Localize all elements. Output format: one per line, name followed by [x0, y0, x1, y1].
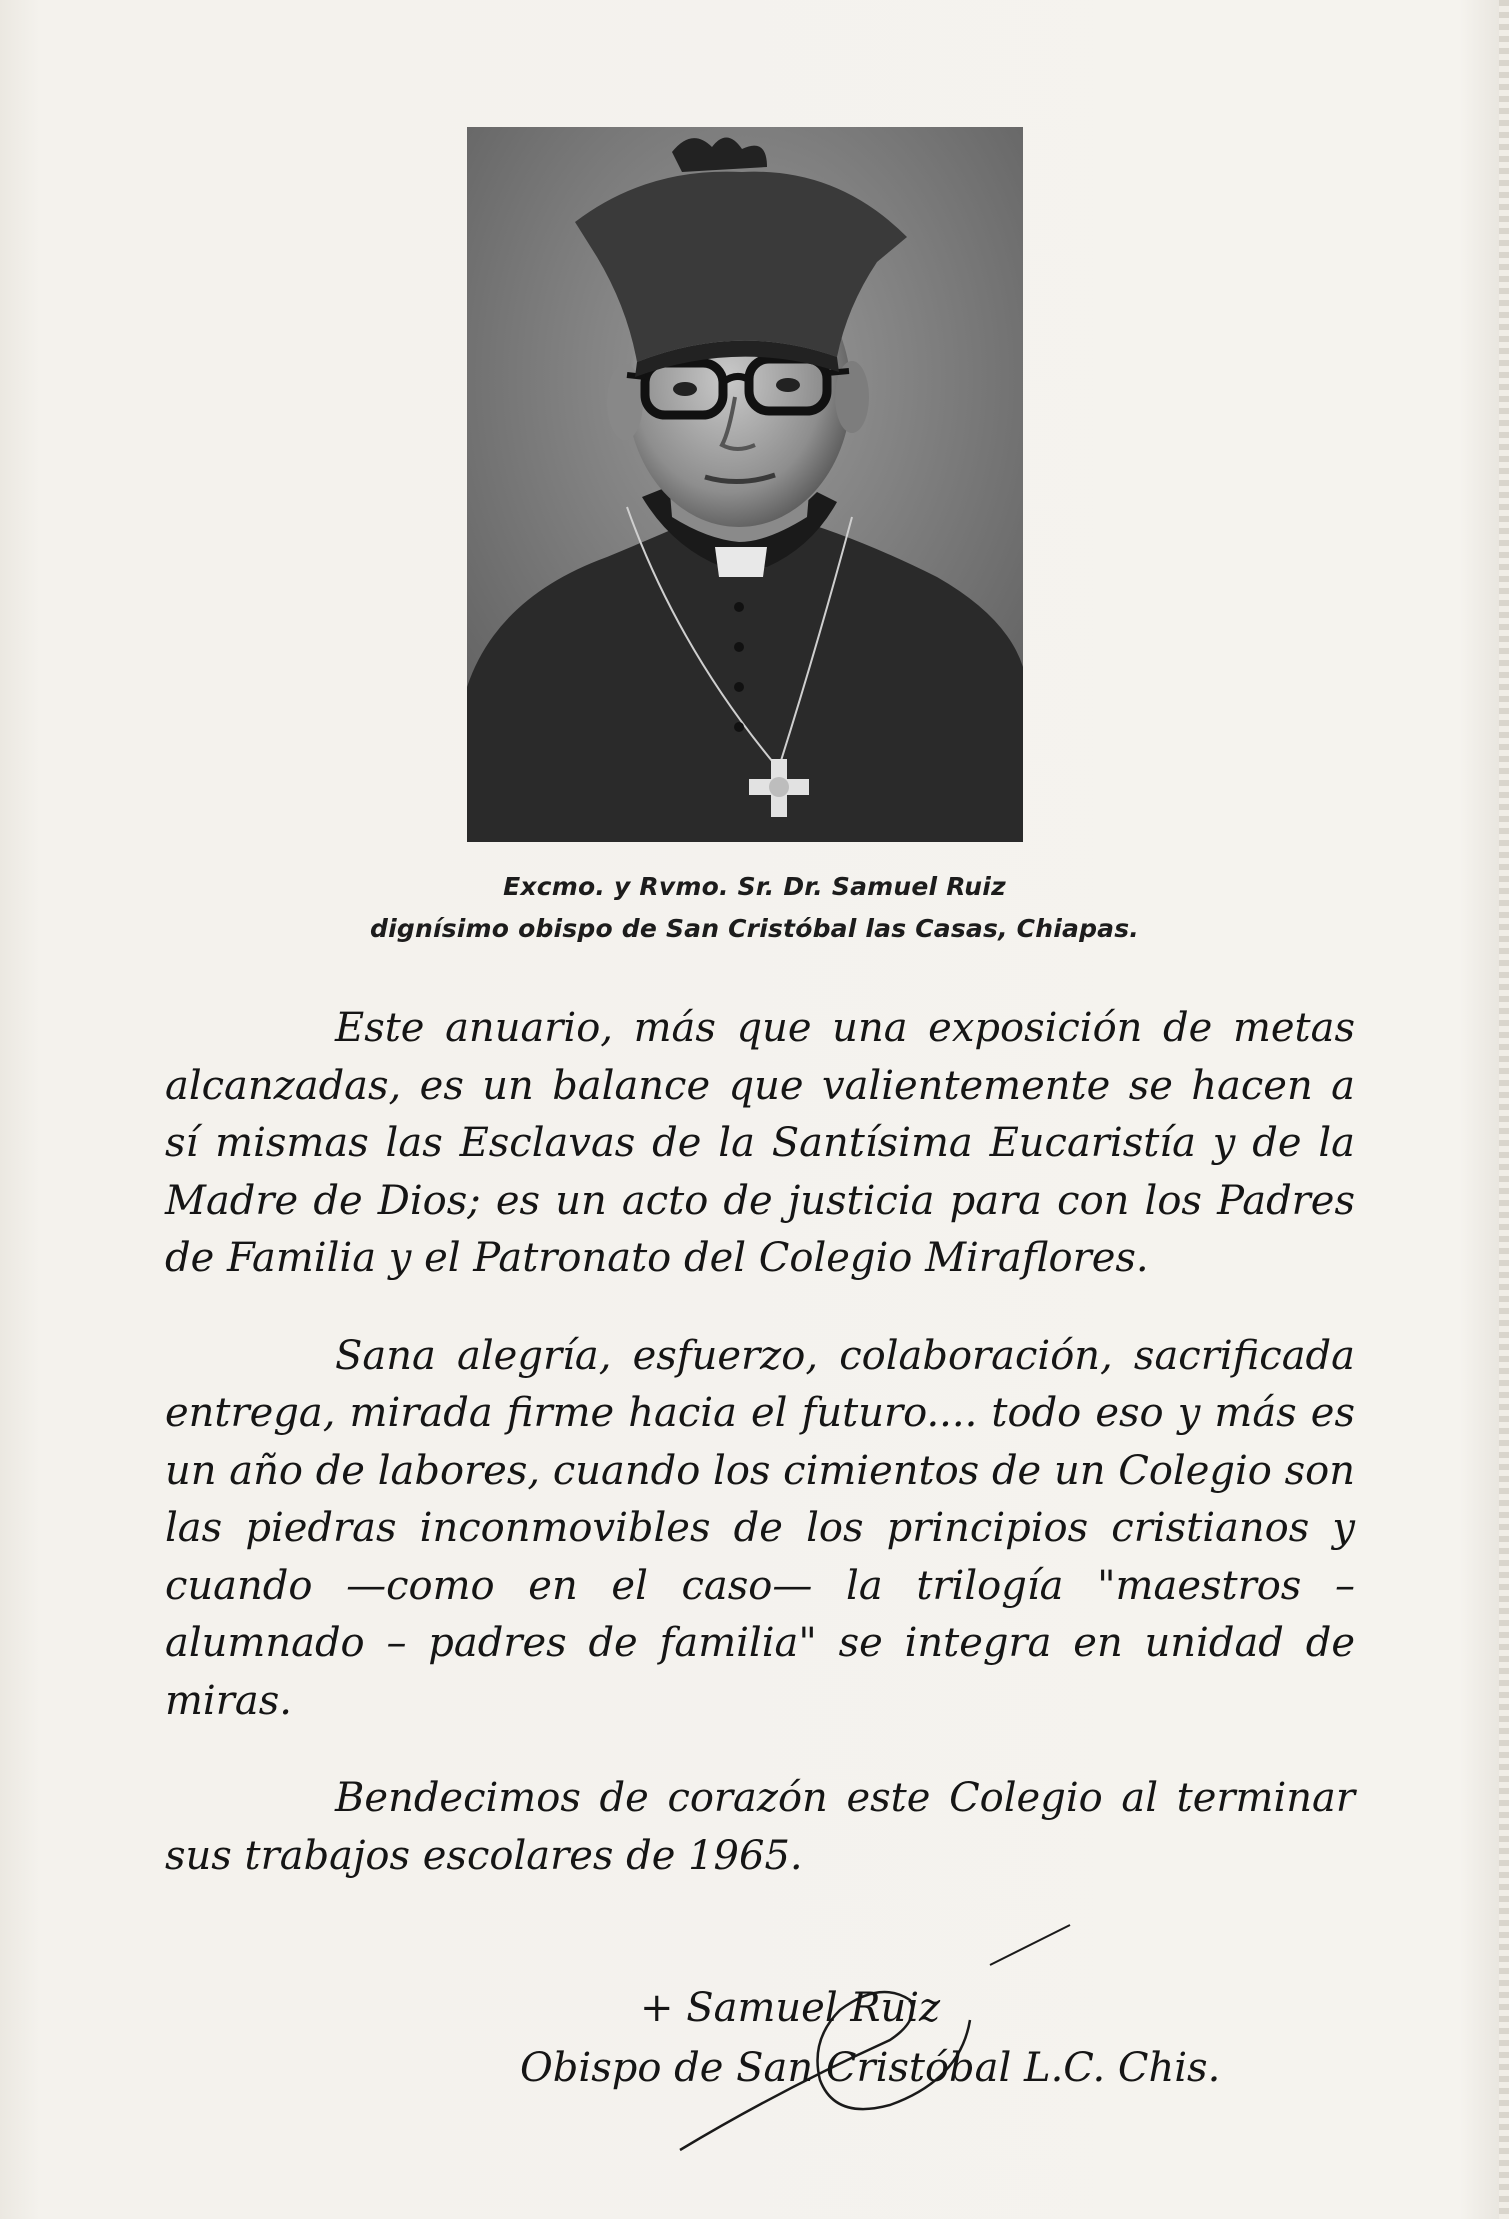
handwritten-letter — [165, 1000, 1355, 1885]
letter-paragraph-1: Este anuario, más que una exposición de metas alcanzadas, es un balance que valientemente se hacen a sí mismas las Esclavas de la Santísima Eucaristía y de la Madre de Dios; es un acto de justicia para con los Padres de Familia y el Patronato del Colegio Miraflores. — [165, 1005, 1355, 1281]
letter-paragraph-3: Bendecimos de corazón este Colegio al terminar sus trabajos escolares de 1965. — [165, 1775, 1355, 1879]
signature-name: + Samuel Ruiz — [640, 1985, 941, 2031]
bishop-portrait-photo — [467, 127, 1023, 842]
letter-paragraph-2: Sana alegría, esfuerzo, colaboración, sacrificada entrega, mirada firme hacia el futuro.... todo eso y más es un año de labores, cuando los cimientos de un Colegio son las piedras inconmovibles de los principios cristianos y cuando —como en el caso— la trilogía "maestros – alumnado – padres de familia" se integra en unidad de miras. — [165, 1332, 1355, 1724]
portrait-caption-title: Excmo. y Rvmo. Sr. Dr. Samuel Ruiz — [503, 872, 1006, 901]
portrait-caption-subtitle: dignísimo obispo de San Cristóbal las Casas, Chiapas. — [369, 914, 1140, 943]
signature-flourish — [660, 1920, 1080, 2160]
page-edge — [1499, 0, 1509, 2219]
signature-title: Obispo de San Cristóbal L.C. Chis. — [520, 2045, 1221, 2091]
